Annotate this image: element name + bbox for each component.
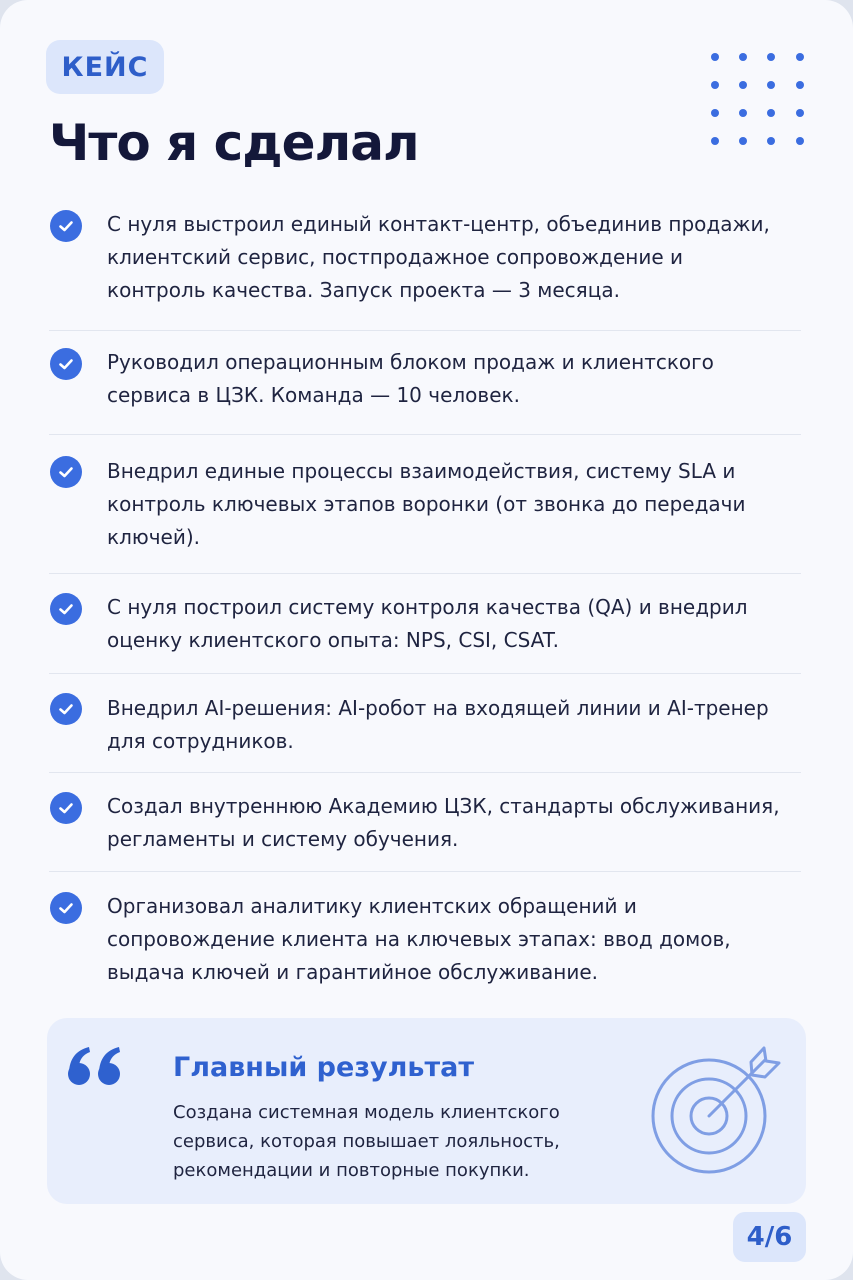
- list-item-text: Внедрил AI-решения: AI-робот на входящей линии и AI-тренер для сотрудников.: [107, 696, 769, 753]
- list-item: [49, 196, 801, 331]
- result-text: Создана системная модель клиентского сервиса, которая повышает лояльность, рекомендации и повторные покупки.: [173, 1102, 560, 1181]
- list-item-text: Руководил операционным блоком продаж и клиентского сервиса в ЦЗК. Команда — 10 человек.: [107, 350, 714, 407]
- check-circle-icon: [50, 456, 82, 488]
- case-tag: КЕЙС: [46, 40, 164, 94]
- list-item: [49, 574, 801, 674]
- result-title: Главный результат: [173, 1052, 474, 1083]
- list-item: [49, 872, 801, 1002]
- list-item-text: Создал внутреннюю Академию ЦЗК, стандарты обслуживания, регламенты и систему обучения.: [107, 794, 780, 851]
- page-title: Что я сделал: [49, 114, 419, 172]
- main-result-panel: [47, 1018, 806, 1204]
- list-item: [49, 773, 801, 872]
- list-item: [49, 674, 801, 773]
- list-item: [49, 331, 801, 435]
- achievements-list: [49, 196, 801, 1002]
- check-circle-icon: [50, 892, 82, 924]
- list-item-text: Организовал аналитику клиентских обращений и сопровождение клиента на ключевых этапах: ввод домов, выдача ключей и гарантийное обслуживание.: [107, 894, 731, 984]
- page-indicator: 4/6: [733, 1212, 806, 1262]
- list-item-text: Внедрил единые процессы взаимодействия, систему SLA и контроль ключевых этапов воронки (от звонка до передачи ключей).: [107, 459, 746, 549]
- check-circle-icon: [50, 792, 82, 824]
- dot-grid-decoration-icon: [706, 48, 816, 148]
- quote-icon: [67, 1044, 123, 1088]
- check-circle-icon: [50, 693, 82, 725]
- list-item-text: С нуля выстроил единый контакт-центр, объединив продажи, клиентский сервис, постпродажное сопровождение и контроль качества. Запуск проекта — 3 месяца.: [107, 212, 770, 302]
- check-circle-icon: [50, 348, 82, 380]
- check-circle-icon: [50, 593, 82, 625]
- target-arrow-icon: [647, 1040, 787, 1180]
- check-circle-icon: [50, 210, 82, 242]
- list-item: [49, 435, 801, 574]
- list-item-text: С нуля построил систему контроля качества (QA) и внедрил оценку клиентского опыта: NPS, CSI, CSAT.: [107, 595, 748, 652]
